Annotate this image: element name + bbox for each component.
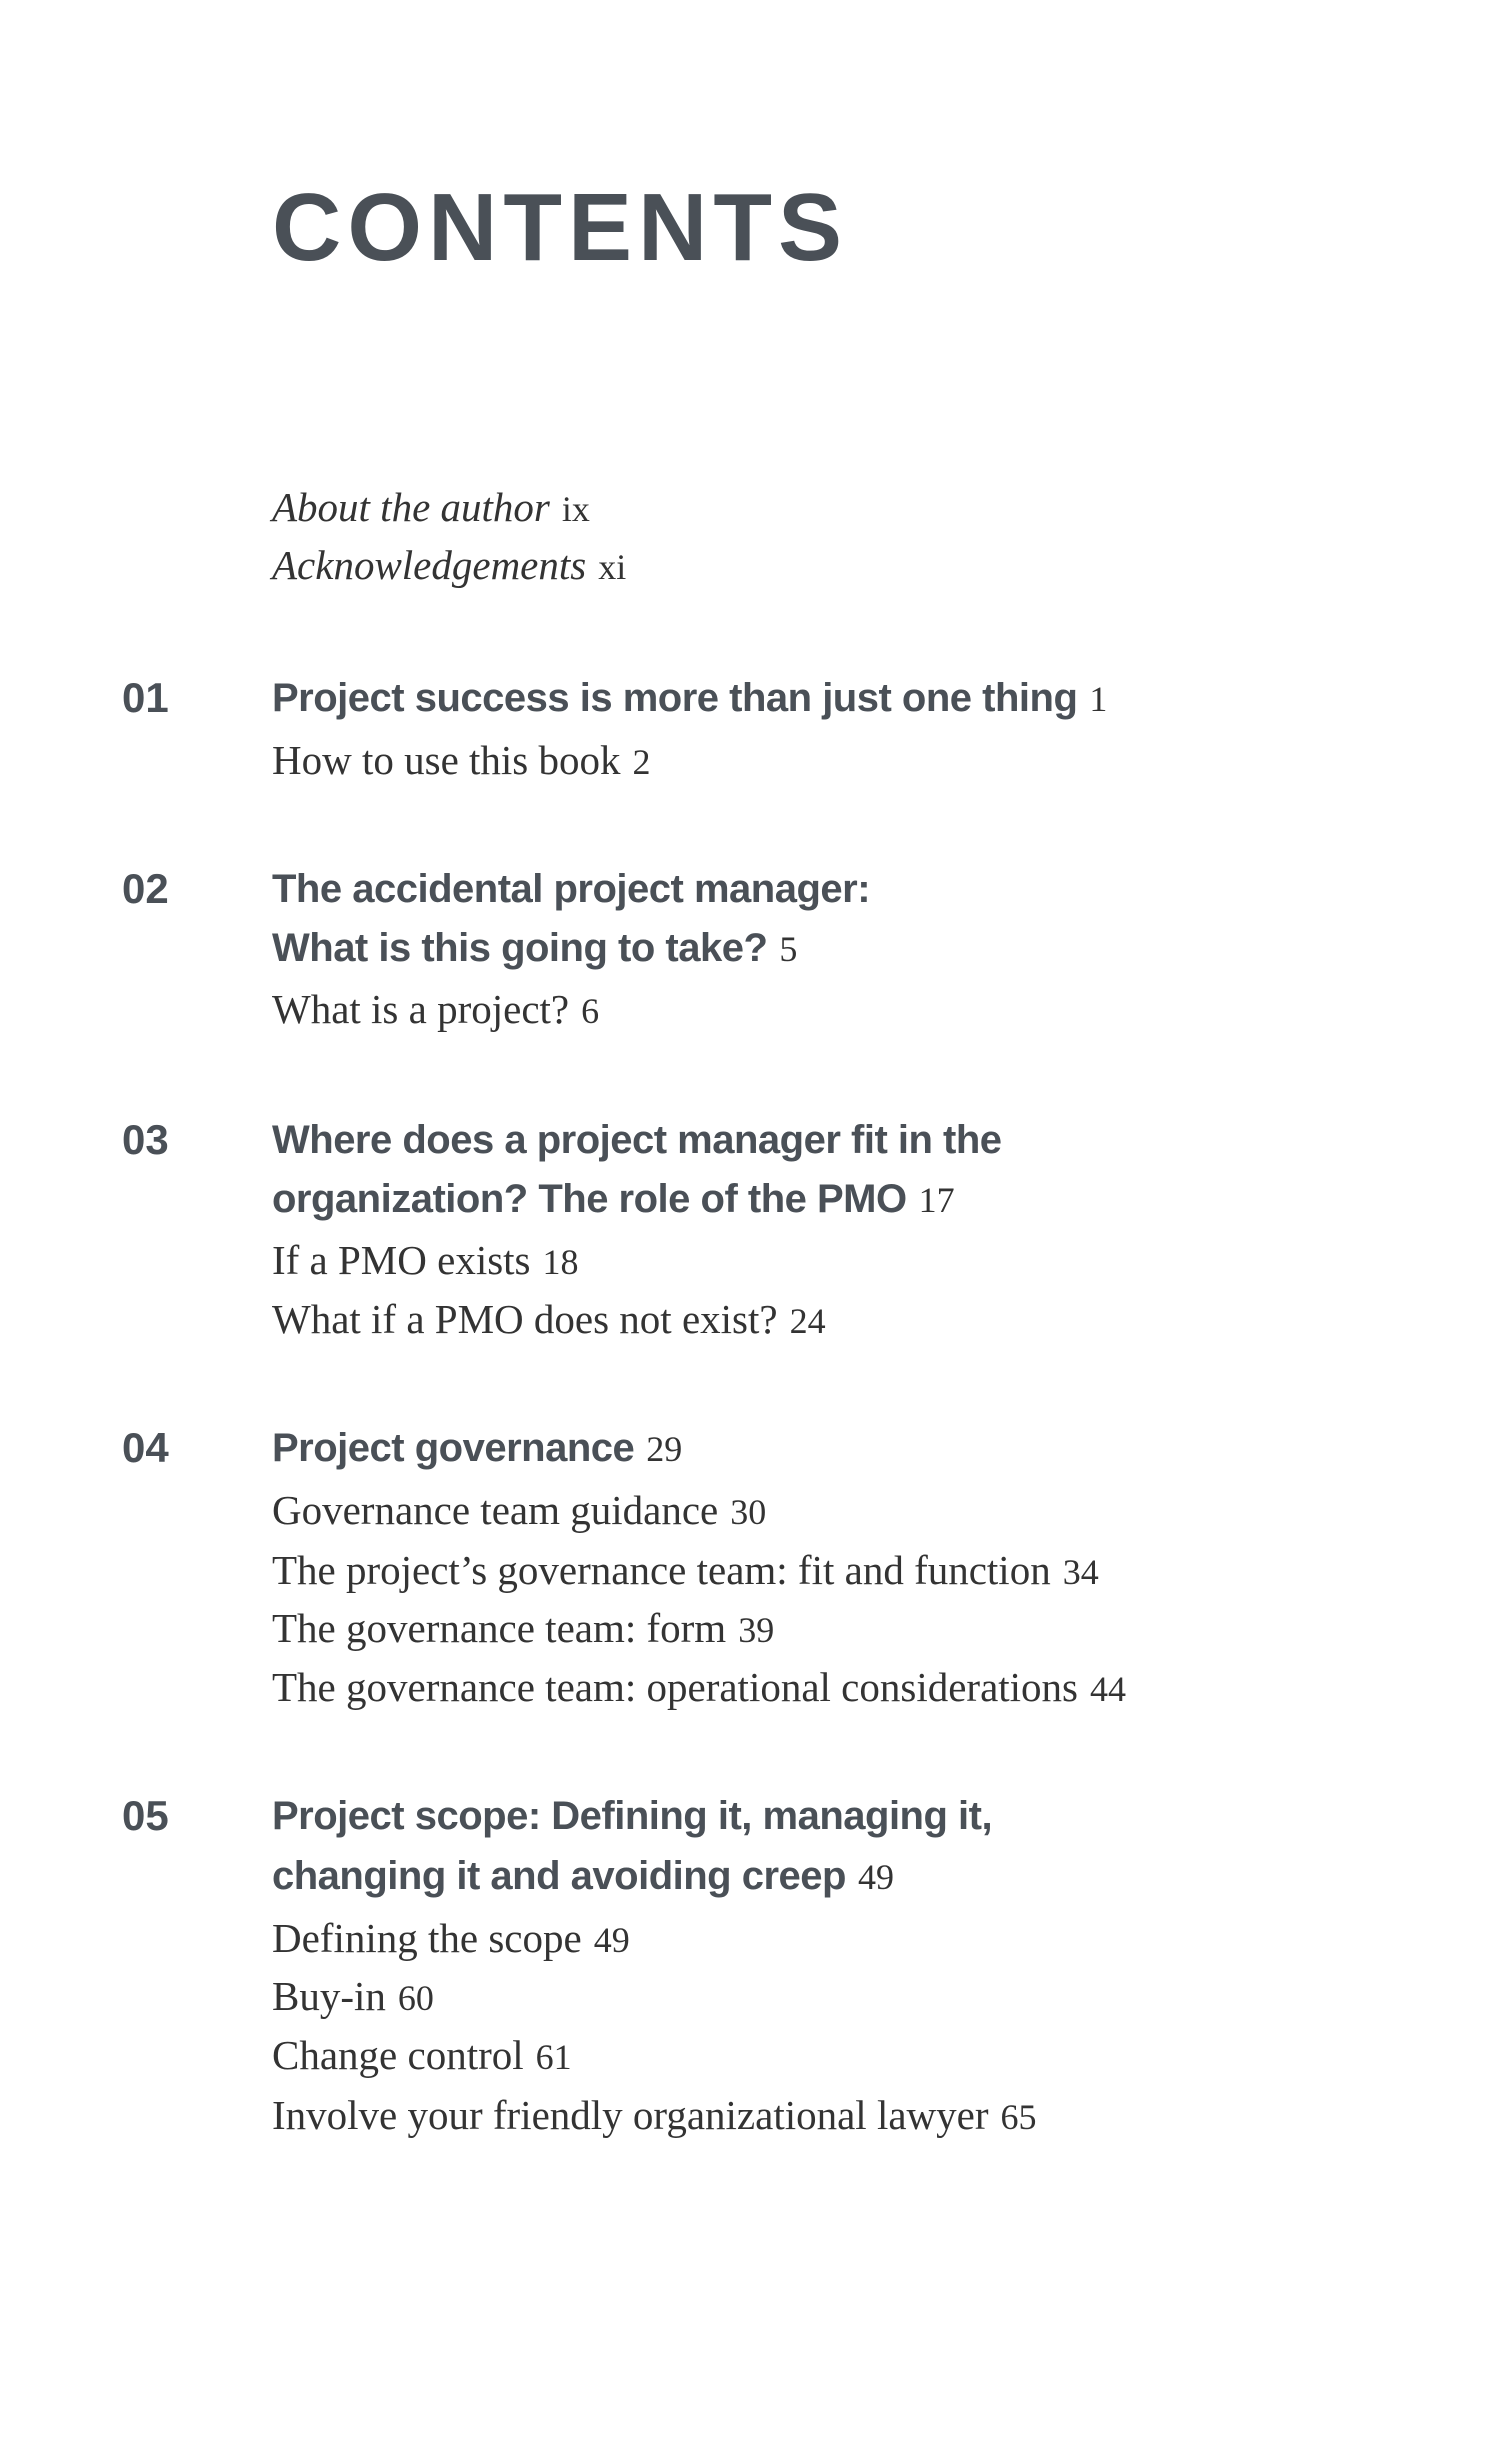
entry-label: Change control — [272, 2032, 524, 2078]
chapter-number: 01 — [122, 674, 169, 721]
heading-line: organization? The role of the PMO — [272, 1177, 907, 1221]
entry-page: ix — [561, 489, 590, 529]
entry-label: Buy-in — [272, 1973, 386, 2019]
toc-entry-acknowledgements[interactable] — [272, 542, 627, 588]
chapter-number: 04 — [122, 1424, 169, 1471]
chapter-heading-cont[interactable] — [272, 1856, 894, 1896]
entry-page: xi — [598, 547, 627, 587]
entry-page: 30 — [730, 1492, 767, 1532]
chapter-heading[interactable] — [272, 1796, 992, 1836]
chapter-page: 49 — [857, 1857, 894, 1897]
heading-line: The accidental project manager: — [272, 867, 871, 911]
entry-page: 61 — [535, 2037, 572, 2077]
heading-line: What is this going to take? — [272, 926, 768, 970]
chapter-heading[interactable] — [272, 1428, 682, 1468]
chapter-heading-cont[interactable] — [272, 1179, 955, 1219]
entry-label: What if a PMO does not exist? — [272, 1296, 778, 1342]
entry-page: 65 — [1000, 2097, 1037, 2137]
chapter-page: 1 — [1089, 679, 1108, 719]
section-entry[interactable] — [272, 1487, 767, 1533]
entry-label: Acknowledgements — [272, 542, 587, 588]
chapter-page: 29 — [646, 1429, 683, 1469]
toc-entry-about-author[interactable] — [272, 484, 590, 530]
section-entry[interactable] — [272, 2092, 1037, 2138]
section-entry[interactable] — [272, 1915, 630, 1961]
entry-label: If a PMO exists — [272, 1237, 531, 1283]
entry-label: How to use this book — [272, 737, 621, 783]
chapter-heading[interactable] — [272, 1120, 1002, 1160]
entry-page: 39 — [738, 1610, 775, 1650]
section-entry[interactable] — [272, 1547, 1099, 1593]
entry-page: 6 — [581, 991, 600, 1031]
chapter-heading-cont[interactable] — [272, 928, 797, 968]
section-entry[interactable] — [272, 1605, 775, 1651]
entry-label: Governance team guidance — [272, 1487, 719, 1533]
chapter-number: 03 — [122, 1116, 169, 1163]
entry-page: 49 — [593, 1920, 630, 1960]
heading-line: Where does a project manager fit in the — [272, 1118, 1002, 1162]
section-entry[interactable] — [272, 1973, 434, 2019]
entry-label: Involve your friendly organizational lawyer — [272, 2092, 989, 2138]
entry-label: The governance team: operational considerations — [272, 1664, 1079, 1710]
entry-page: 18 — [542, 1242, 579, 1282]
heading-line: Project scope: Defining it, managing it, — [272, 1794, 993, 1838]
entry-label: What is a project? — [272, 986, 570, 1032]
section-entry[interactable] — [272, 1237, 579, 1283]
chapter-page: 17 — [918, 1180, 955, 1220]
chapter-number: 02 — [122, 865, 169, 912]
heading-line: Project governance — [272, 1426, 635, 1470]
section-entry[interactable] — [272, 737, 651, 783]
heading-line: changing it and avoiding creep — [272, 1854, 846, 1898]
entry-label: The project’s governance team: fit and function — [272, 1547, 1051, 1593]
entry-page: 44 — [1090, 1669, 1127, 1709]
entry-label: The governance team: form — [272, 1605, 727, 1651]
heading-line: Project success is more than just one thing — [272, 676, 1078, 720]
section-entry[interactable] — [272, 1664, 1127, 1710]
entry-page: 24 — [789, 1301, 826, 1341]
chapter-heading[interactable] — [272, 678, 1107, 718]
entry-page: 2 — [632, 742, 651, 782]
section-entry[interactable] — [272, 2032, 572, 2078]
entry-page: 34 — [1062, 1552, 1099, 1592]
chapter-number: 05 — [122, 1792, 169, 1839]
chapter-page: 5 — [779, 929, 798, 969]
chapter-heading[interactable] — [272, 869, 870, 909]
page-title: CONTENTS — [272, 174, 848, 281]
section-entry[interactable] — [272, 1296, 826, 1342]
section-entry[interactable] — [272, 986, 600, 1032]
entry-label: Defining the scope — [272, 1915, 582, 1961]
entry-label: About the author — [272, 484, 550, 530]
entry-page: 60 — [397, 1978, 434, 2018]
